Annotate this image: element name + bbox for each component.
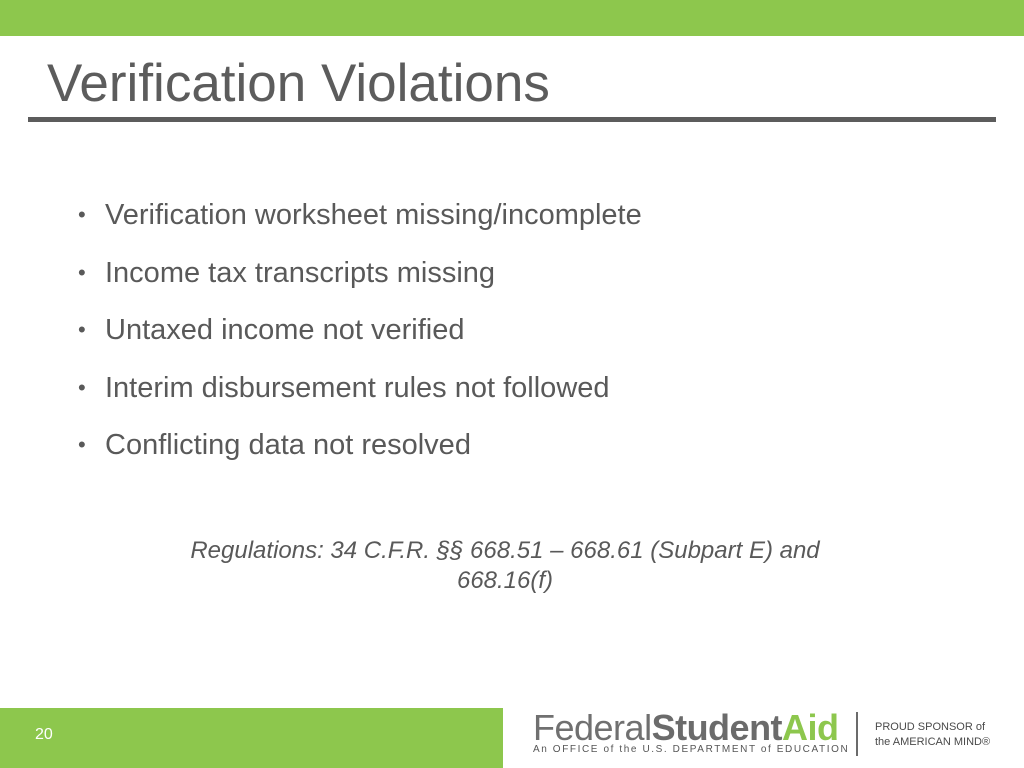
bullet-icon: • xyxy=(78,432,86,457)
sponsor-line-2: the AMERICAN MIND® xyxy=(875,736,991,748)
logo-divider xyxy=(856,712,858,756)
bullet-icon: • xyxy=(78,259,86,285)
footer-accent-bar xyxy=(0,708,503,768)
regulations-line-2: 668.16(f) xyxy=(456,567,554,594)
bullet-icon: • xyxy=(78,374,86,400)
bullet-text: Untaxed income not verified xyxy=(105,314,465,346)
bullet-item xyxy=(78,367,642,425)
sponsor-line-1: PROUD SPONSOR of xyxy=(875,721,986,733)
bullet-item xyxy=(78,252,642,310)
logo-word-student: Student xyxy=(651,707,783,748)
bullet-item xyxy=(78,424,642,482)
regulations-citation xyxy=(100,536,910,596)
title-underline xyxy=(28,117,996,122)
bullet-icon: • xyxy=(78,202,86,227)
slide-title: Verification Violations xyxy=(47,54,550,113)
bullet-text: Income tax transcripts missing xyxy=(105,256,496,289)
logo-word-aid: Aid xyxy=(782,707,839,748)
federal-student-aid-logo xyxy=(533,708,1013,768)
bullet-text: Conflicting data not resolved xyxy=(105,429,471,461)
bullet-item xyxy=(78,194,642,252)
logo-wordmark xyxy=(533,708,839,748)
bullet-text: Interim disbursement rules not followed xyxy=(105,371,610,404)
top-accent-bar xyxy=(0,0,1024,36)
bullet-item xyxy=(78,309,642,367)
bullet-text: Verification worksheet missing/incomplete xyxy=(105,199,642,231)
logo-tagline: An OFFICE of the U.S. DEPARTMENT of EDUCATION xyxy=(533,744,850,755)
logo-word-federal: Federal xyxy=(533,707,652,748)
sponsor-text xyxy=(875,720,990,750)
page-number: 20 xyxy=(35,726,53,743)
regulations-line-1: Regulations: 34 C.F.R. §§ 668.51 – 668.61 (Subpart E) and xyxy=(190,537,820,564)
bullet-icon: • xyxy=(78,317,86,342)
bullet-list xyxy=(78,194,642,482)
